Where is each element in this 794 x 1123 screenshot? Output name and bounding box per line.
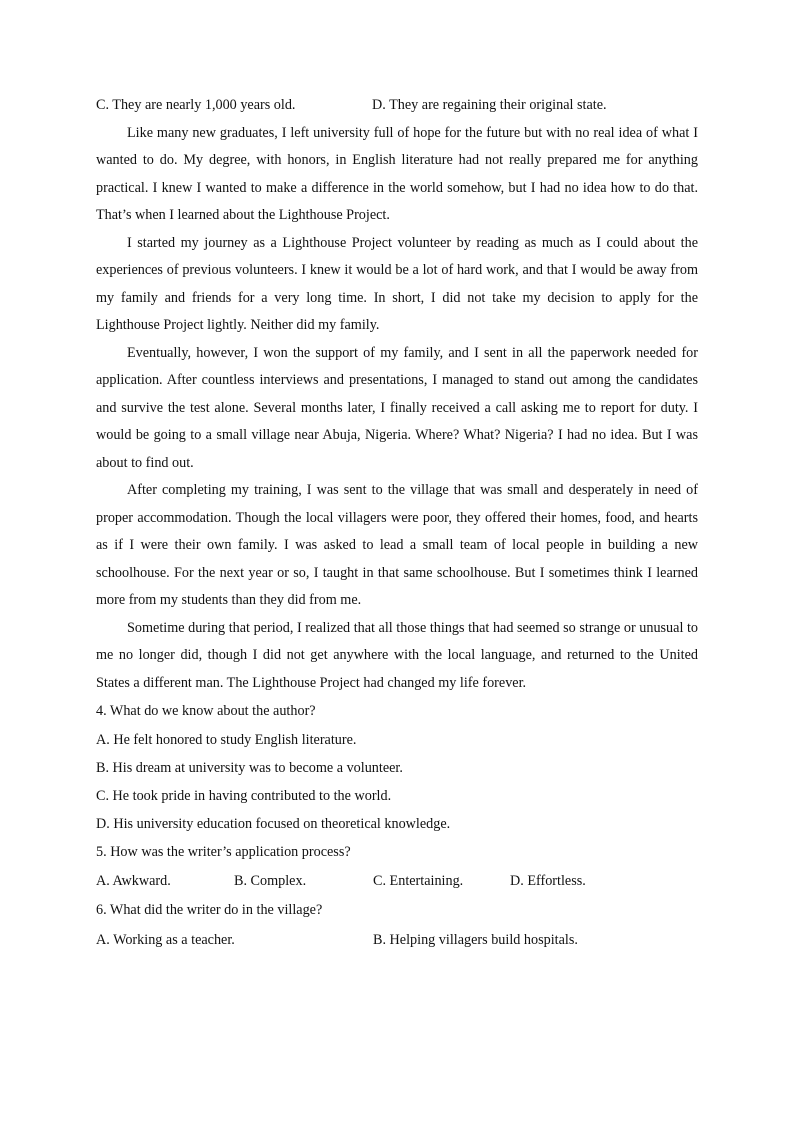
- question-5: [96, 838, 698, 897]
- paragraph-text: I started my journey as a Lighthouse Project volunteer by reading as much as I could about the experiences of previous volunteers. I knew it would be a lot of hard work, and that I would be away from my family and friends for a very long time. In short, I did not take my decision to apply for the Lighthouse Project lightly. Neither did my family.: [96, 234, 698, 334]
- passage-paragraph: [96, 340, 698, 478]
- option-d: D. They are regaining their original state.: [372, 97, 607, 113]
- option-c: C. Entertaining.: [373, 873, 464, 890]
- passage-paragraph: [96, 120, 698, 230]
- option-c: C. He took pride in having contributed to the world.: [96, 787, 392, 804]
- option-d: D. Effortless.: [510, 873, 586, 890]
- paragraph-text: Like many new graduates, I left university full of hope for the future but with no real idea of what I wanted to do. My degree, with honors, in English literature had not really prepared me for anything practical. I knew I wanted to make a difference in the world somehow, but I had no idea how to do that. That’s when I learned about the Lighthouse Project.: [96, 124, 698, 224]
- option-c: C. They are nearly 1,000 years old.: [96, 97, 296, 113]
- question-text: 4. What do we know about the author?: [96, 703, 316, 720]
- previous-question-options: [96, 92, 698, 120]
- paragraph-text: After completing my training, I was sent to the village that was small and desperately in need of proper accommodation. Though the local villagers were poor, they offered their homes, food, and hearts as if I were their own family. I was asked to lead a small team of local people in building a new schoolhouse. For the next year or so, I taught in that same schoolhouse. But I sometimes think I learned more from my students than they did from me.: [96, 482, 698, 609]
- option-b: B. Complex.: [234, 873, 307, 890]
- question-text: 6. What did the writer do in the village?: [96, 902, 323, 919]
- reading-passage: [96, 120, 698, 698]
- passage-paragraph: [96, 477, 698, 615]
- document-page: [96, 92, 698, 955]
- option-b: B. Helping villagers build hospitals.: [373, 932, 578, 949]
- paragraph-text: Eventually, however, I won the support of my family, and I sent in all the paperwork needed for application. After countless interviews and presentations, I managed to stand out among the candidates and survive the test alone. Several months later, I finally received a call asking me to report for duty. I would be going to a small village near Abuja, Nigeria. Where? What? Nigeria? I had no idea. But I was about to find out.: [96, 344, 698, 471]
- paragraph-text: Sometime during that period, I realized that all those things that had seemed so strange or unusual to me no longer did, though I did not get anywhere with the local language, and returned to the United States a different man. The Lighthouse Project had changed my life forever.: [96, 619, 698, 691]
- option-a: A. Working as a teacher.: [96, 932, 235, 949]
- option-d: D. His university education focused on theoretical knowledge.: [96, 815, 451, 832]
- option-b: B. His dream at university was to become a volunteer.: [96, 759, 403, 776]
- option-a: A. Awkward.: [96, 873, 171, 890]
- options-row: [96, 866, 698, 896]
- passage-paragraph: [96, 230, 698, 340]
- question-text: 5. How was the writer’s application process?: [96, 843, 351, 860]
- question-4: [96, 697, 698, 838]
- option-a: A. He felt honored to study English literature.: [96, 731, 357, 748]
- passage-paragraph: [96, 615, 698, 698]
- question-6: [96, 896, 698, 955]
- options-row: [96, 925, 698, 955]
